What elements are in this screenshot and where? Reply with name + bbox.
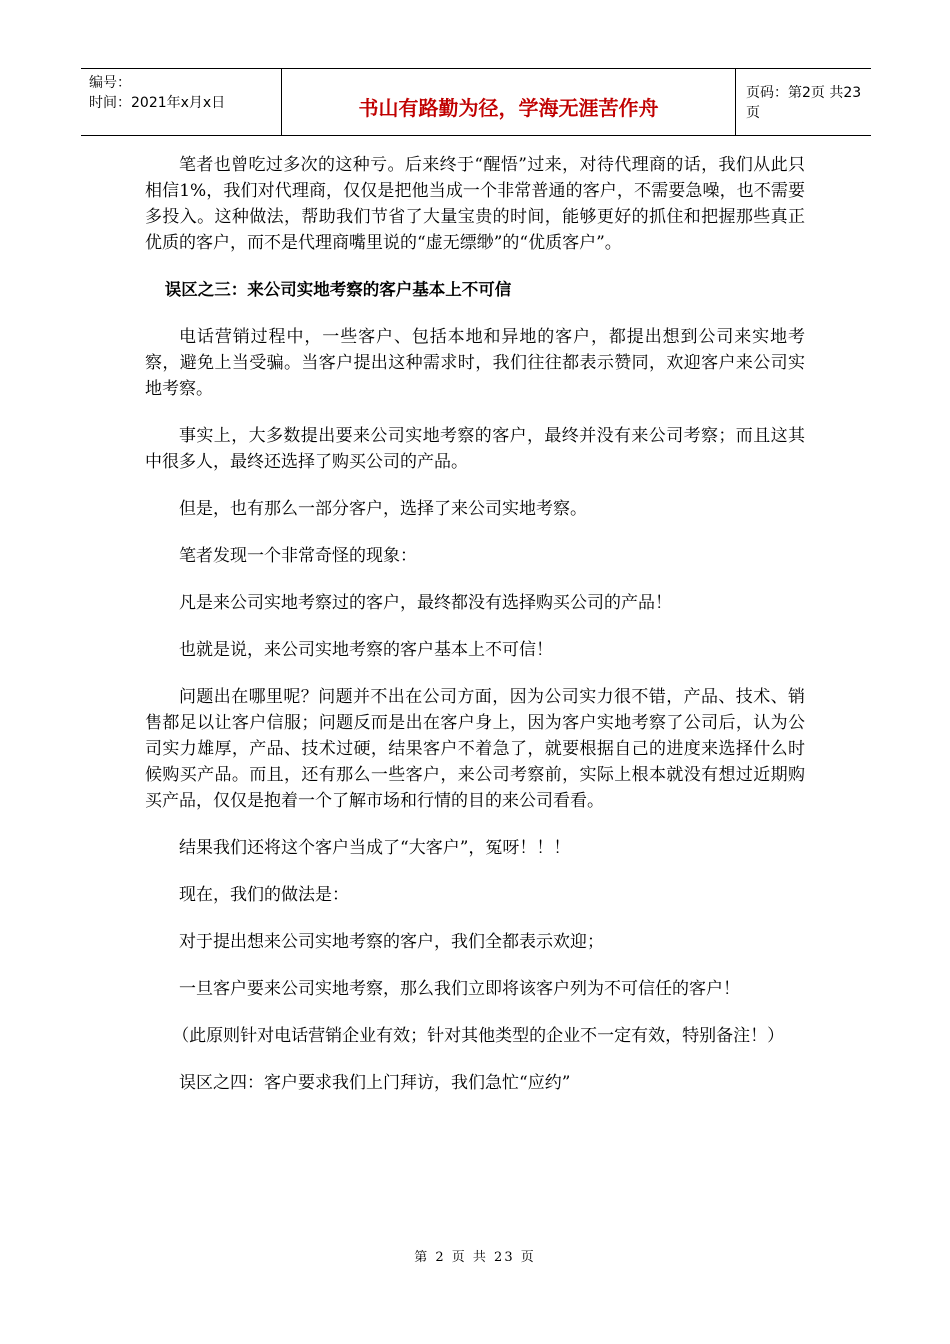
paragraph-note: （此原则针对电话营销企业有效；针对其他类型的企业不一定有效，特别备注！） <box>172 1026 785 1046</box>
number-label: 编号： <box>89 75 131 91</box>
date-label: 时间：2021年x月x日 <box>89 95 226 111</box>
paragraph: 凡是来公司实地考察过的客户，最终都没有选择购买公司的产品！ <box>179 593 672 613</box>
paragraph: 也就是说，来公司实地考察的客户基本上不可信！ <box>179 640 553 660</box>
paragraph: 问题出在哪里呢？问题并不出在公司方面，因为公司实力很不错，产品、技术、销售都足以让客户信服；问题反而是出在客户身上，因为客户实地考察了公司后，认为公司实力雄厚，产品、技术过硬，结果客户不着急了，就要根据自己的进度来选择什么时候购买产品。而且，还有那么一些客户，来公司考察前，实际上根本就没有想过近期购买产品，仅仅是抱着一个了解市场和行情的目的来公司看看。 <box>145 687 805 811</box>
paragraph: 对于提出想来公司实地考察的客户，我们全都表示欢迎； <box>179 932 604 952</box>
paragraph: 结果我们还将这个客户当成了“大客户”，冤呀！！！ <box>179 838 571 858</box>
document-body <box>145 152 805 1117</box>
section-heading: 误区之三：来公司实地考察的客户基本上不可信 <box>164 280 512 299</box>
page-footer: 第 2 页 共 23 页 <box>414 1250 536 1265</box>
section-heading-plain: 误区之四：客户要求我们上门拜访，我们急忙“应约” <box>179 1073 571 1093</box>
paragraph: 但是，也有那么一部分客户，选择了来公司实地考察。 <box>179 499 587 519</box>
paragraph: 事实上，大多数提出要来公司实地考察的客户，最终并没有来公司考察；而且这其中很多人，最终还选择了购买公司的产品。 <box>145 426 805 472</box>
header-motto: 书山有路勤为径，学海无涯苦作舟 <box>281 69 736 135</box>
header-page-info: 页码：第2页 共23页 <box>746 85 862 121</box>
paragraph: 一旦客户要来公司实地考察，那么我们立即将该客户列为不可信任的客户！ <box>179 979 740 999</box>
header-meta <box>81 69 281 135</box>
paragraph: 笔者发现一个非常奇怪的现象： <box>179 546 417 566</box>
page-header <box>81 68 871 136</box>
paragraph: 电话营销过程中，一些客户、包括本地和异地的客户，都提出想到公司来实地考察，避免上当受骗。当客户提出这种需求时，我们往往都表示赞同，欢迎客户来公司实地考察。 <box>145 327 805 399</box>
paragraph: 笔者也曾吃过多次的这种亏。后来终于“醒悟”过来，对待代理商的话，我们从此只相信1%，我们对代理商，仅仅是把他当成一个非常普通的客户，不需要急噪，也不需要多投入。这种做法，帮助我们节省了大量宝贵的时间，能够更好的抓住和把握那些真正优质的客户，而不是代理商嘴里说的“虚无缥缈”的“优质客户”。 <box>145 155 805 253</box>
paragraph: 现在，我们的做法是： <box>179 885 349 905</box>
